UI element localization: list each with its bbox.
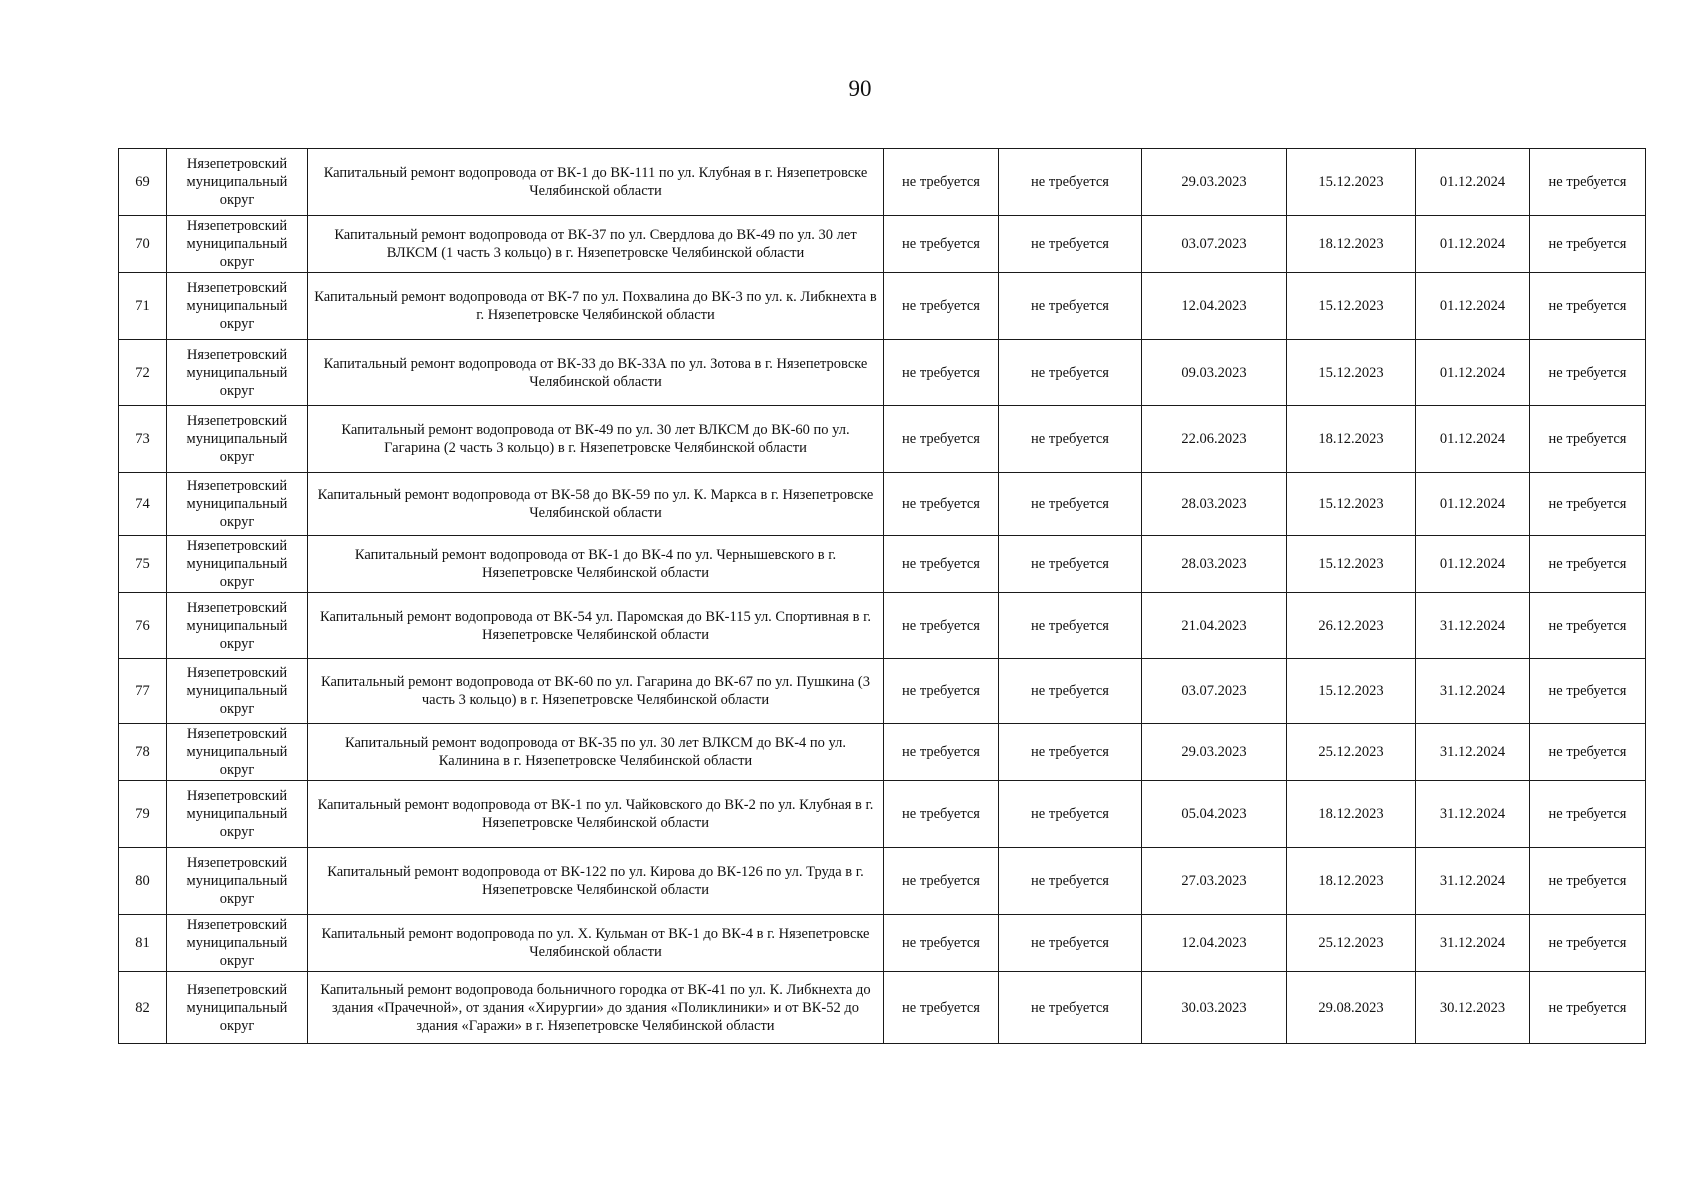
- district-cell: Нязепетровский муниципальный округ: [167, 724, 308, 781]
- status-cell-1: не требуется: [884, 724, 999, 781]
- date-cell-1: 12.04.2023: [1142, 915, 1287, 972]
- date-cell-3: 31.12.2024: [1416, 781, 1530, 848]
- date-cell-3: 01.12.2024: [1416, 536, 1530, 593]
- status-cell-2: не требуется: [999, 216, 1142, 273]
- row-number: 78: [119, 724, 167, 781]
- table-row: [119, 972, 1646, 1044]
- status-cell-2: не требуется: [999, 593, 1142, 659]
- work-description-cell: Капитальный ремонт водопровода от ВК-60 по ул. Гагарина до ВК-67 по ул. Пушкина (3 часть 3 кольцо) в г. Нязепетровске Челябинской области: [308, 659, 884, 724]
- work-description-cell: Капитальный ремонт водопровода от ВК-54 ул. Паромская до ВК-115 ул. Спортивная в г. Нязепетровске Челябинской области: [308, 593, 884, 659]
- status-cell-2: не требуется: [999, 406, 1142, 473]
- date-cell-2: 25.12.2023: [1287, 724, 1416, 781]
- status-cell-3: не требуется: [1530, 149, 1646, 216]
- date-cell-2: 15.12.2023: [1287, 536, 1416, 593]
- date-cell-1: 28.03.2023: [1142, 536, 1287, 593]
- status-cell-1: не требуется: [884, 406, 999, 473]
- status-cell-1: не требуется: [884, 273, 999, 340]
- row-number: 76: [119, 593, 167, 659]
- status-cell-1: не требуется: [884, 659, 999, 724]
- date-cell-3: 31.12.2024: [1416, 848, 1530, 915]
- status-cell-3: не требуется: [1530, 915, 1646, 972]
- status-cell-2: не требуется: [999, 848, 1142, 915]
- row-number: 69: [119, 149, 167, 216]
- district-cell: Нязепетровский муниципальный округ: [167, 972, 308, 1044]
- status-cell-2: не требуется: [999, 724, 1142, 781]
- status-cell-1: не требуется: [884, 593, 999, 659]
- status-cell-3: не требуется: [1530, 536, 1646, 593]
- status-cell-2: не требуется: [999, 972, 1142, 1044]
- date-cell-1: 21.04.2023: [1142, 593, 1287, 659]
- date-cell-2: 15.12.2023: [1287, 149, 1416, 216]
- date-cell-3: 01.12.2024: [1416, 273, 1530, 340]
- work-description-cell: Капитальный ремонт водопровода от ВК-1 по ул. Чайковского до ВК-2 по ул. Клубная в г. Нязепетровске Челябинской области: [308, 781, 884, 848]
- date-cell-3: 01.12.2024: [1416, 406, 1530, 473]
- district-cell: Нязепетровский муниципальный округ: [167, 848, 308, 915]
- work-description-cell: Капитальный ремонт водопровода от ВК-122 по ул. Кирова до ВК-126 по ул. Труда в г. Нязепетровске Челябинской области: [308, 848, 884, 915]
- work-description-cell: Капитальный ремонт водопровода от ВК-49 по ул. 30 лет ВЛКСМ до ВК-60 по ул. Гагарина (2 часть 3 кольцо) в г. Нязепетровске Челябинской области: [308, 406, 884, 473]
- date-cell-3: 31.12.2024: [1416, 593, 1530, 659]
- date-cell-2: 25.12.2023: [1287, 915, 1416, 972]
- table-row: [119, 216, 1646, 273]
- row-number: 72: [119, 340, 167, 406]
- date-cell-1: 29.03.2023: [1142, 149, 1287, 216]
- district-cell: Нязепетровский муниципальный округ: [167, 149, 308, 216]
- date-cell-1: 28.03.2023: [1142, 473, 1287, 536]
- work-description-cell: Капитальный ремонт водопровода по ул. Х. Кульман от ВК-1 до ВК-4 в г. Нязепетровске Челябинской области: [308, 915, 884, 972]
- date-cell-2: 26.12.2023: [1287, 593, 1416, 659]
- work-description-cell: Капитальный ремонт водопровода от ВК-1 до ВК-4 по ул. Чернышевского в г. Нязепетровске Челябинской области: [308, 536, 884, 593]
- row-number: 73: [119, 406, 167, 473]
- table-row: [119, 848, 1646, 915]
- table-row: [119, 340, 1646, 406]
- date-cell-1: 12.04.2023: [1142, 273, 1287, 340]
- district-cell: Нязепетровский муниципальный округ: [167, 340, 308, 406]
- date-cell-2: 18.12.2023: [1287, 781, 1416, 848]
- district-cell: Нязепетровский муниципальный округ: [167, 216, 308, 273]
- status-cell-1: не требуется: [884, 216, 999, 273]
- work-description-cell: Капитальный ремонт водопровода от ВК-7 по ул. Похвалина до ВК-3 по ул. к. Либкнехта в г. Нязепетровске Челябинской области: [308, 273, 884, 340]
- status-cell-2: не требуется: [999, 781, 1142, 848]
- date-cell-1: 09.03.2023: [1142, 340, 1287, 406]
- work-description-cell: Капитальный ремонт водопровода от ВК-33 до ВК-33А по ул. Зотова в г. Нязепетровске Челябинской области: [308, 340, 884, 406]
- date-cell-3: 01.12.2024: [1416, 340, 1530, 406]
- table-row: [119, 593, 1646, 659]
- status-cell-1: не требуется: [884, 915, 999, 972]
- status-cell-2: не требуется: [999, 473, 1142, 536]
- status-cell-2: не требуется: [999, 149, 1142, 216]
- date-cell-1: 29.03.2023: [1142, 724, 1287, 781]
- table-row: [119, 473, 1646, 536]
- status-cell-3: не требуется: [1530, 848, 1646, 915]
- row-number: 74: [119, 473, 167, 536]
- row-number: 81: [119, 915, 167, 972]
- district-cell: Нязепетровский муниципальный округ: [167, 915, 308, 972]
- date-cell-2: 18.12.2023: [1287, 848, 1416, 915]
- row-number: 70: [119, 216, 167, 273]
- district-cell: Нязепетровский муниципальный округ: [167, 406, 308, 473]
- table-row: [119, 724, 1646, 781]
- date-cell-1: 22.06.2023: [1142, 406, 1287, 473]
- table-row: [119, 781, 1646, 848]
- status-cell-2: не требуется: [999, 273, 1142, 340]
- date-cell-3: 01.12.2024: [1416, 216, 1530, 273]
- table-body: [119, 149, 1646, 1044]
- row-number: 80: [119, 848, 167, 915]
- status-cell-1: не требуется: [884, 848, 999, 915]
- table-row: [119, 659, 1646, 724]
- table-row: [119, 915, 1646, 972]
- district-cell: Нязепетровский муниципальный округ: [167, 781, 308, 848]
- date-cell-2: 15.12.2023: [1287, 659, 1416, 724]
- row-number: 82: [119, 972, 167, 1044]
- status-cell-1: не требуется: [884, 972, 999, 1044]
- table-row: [119, 536, 1646, 593]
- repair-schedule-table: [118, 148, 1646, 1044]
- district-cell: Нязепетровский муниципальный округ: [167, 273, 308, 340]
- table-row: [119, 406, 1646, 473]
- date-cell-3: 30.12.2023: [1416, 972, 1530, 1044]
- date-cell-3: 01.12.2024: [1416, 149, 1530, 216]
- work-description-cell: Капитальный ремонт водопровода от ВК-35 по ул. 30 лет ВЛКСМ до ВК-4 по ул. Калинина в г. Нязепетровске Челябинской области: [308, 724, 884, 781]
- table-row: [119, 149, 1646, 216]
- date-cell-1: 27.03.2023: [1142, 848, 1287, 915]
- status-cell-3: не требуется: [1530, 659, 1646, 724]
- work-description-cell: Капитальный ремонт водопровода от ВК-37 по ул. Свердлова до ВК-49 по ул. 30 лет ВЛКСМ (1 часть 3 кольцо) в г. Нязепетровске Челябинской области: [308, 216, 884, 273]
- status-cell-1: не требуется: [884, 149, 999, 216]
- date-cell-1: 30.03.2023: [1142, 972, 1287, 1044]
- district-cell: Нязепетровский муниципальный округ: [167, 473, 308, 536]
- status-cell-3: не требуется: [1530, 340, 1646, 406]
- status-cell-1: не требуется: [884, 340, 999, 406]
- table-row: [119, 273, 1646, 340]
- status-cell-3: не требуется: [1530, 216, 1646, 273]
- page-number: 90: [848, 76, 872, 101]
- work-description-cell: Капитальный ремонт водопровода от ВК-58 до ВК-59 по ул. К. Маркса в г. Нязепетровске Челябинской области: [308, 473, 884, 536]
- status-cell-1: не требуется: [884, 536, 999, 593]
- row-number: 77: [119, 659, 167, 724]
- status-cell-3: не требуется: [1530, 273, 1646, 340]
- status-cell-2: не требуется: [999, 659, 1142, 724]
- date-cell-2: 18.12.2023: [1287, 406, 1416, 473]
- date-cell-2: 18.12.2023: [1287, 216, 1416, 273]
- row-number: 79: [119, 781, 167, 848]
- status-cell-1: не требуется: [884, 473, 999, 536]
- date-cell-2: 15.12.2023: [1287, 273, 1416, 340]
- status-cell-3: не требуется: [1530, 781, 1646, 848]
- date-cell-3: 01.12.2024: [1416, 473, 1530, 536]
- status-cell-2: не требуется: [999, 340, 1142, 406]
- district-cell: Нязепетровский муниципальный округ: [167, 593, 308, 659]
- status-cell-3: не требуется: [1530, 406, 1646, 473]
- work-description-cell: Капитальный ремонт водопровода от ВК-1 до ВК-111 по ул. Клубная в г. Нязепетровске Челябинской области: [308, 149, 884, 216]
- status-cell-2: не требуется: [999, 915, 1142, 972]
- district-cell: Нязепетровский муниципальный округ: [167, 536, 308, 593]
- status-cell-3: не требуется: [1530, 473, 1646, 536]
- date-cell-3: 31.12.2024: [1416, 724, 1530, 781]
- work-description-cell: Капитальный ремонт водопровода больничного городка от ВК-41 по ул. К. Либкнехта до здания «Прачечной», от здания «Хирургии» до здания «Поликлиники» и от ВК-52 до здания «Гаражи» в г. Нязепетровске Челябинской области: [308, 972, 884, 1044]
- date-cell-1: 03.07.2023: [1142, 659, 1287, 724]
- row-number: 71: [119, 273, 167, 340]
- status-cell-3: не требуется: [1530, 593, 1646, 659]
- status-cell-2: не требуется: [999, 536, 1142, 593]
- date-cell-3: 31.12.2024: [1416, 915, 1530, 972]
- date-cell-2: 29.08.2023: [1287, 972, 1416, 1044]
- status-cell-3: не требуется: [1530, 724, 1646, 781]
- district-cell: Нязепетровский муниципальный округ: [167, 659, 308, 724]
- date-cell-1: 05.04.2023: [1142, 781, 1287, 848]
- row-number: 75: [119, 536, 167, 593]
- status-cell-1: не требуется: [884, 781, 999, 848]
- date-cell-1: 03.07.2023: [1142, 216, 1287, 273]
- date-cell-3: 31.12.2024: [1416, 659, 1530, 724]
- date-cell-2: 15.12.2023: [1287, 340, 1416, 406]
- status-cell-3: не требуется: [1530, 972, 1646, 1044]
- date-cell-2: 15.12.2023: [1287, 473, 1416, 536]
